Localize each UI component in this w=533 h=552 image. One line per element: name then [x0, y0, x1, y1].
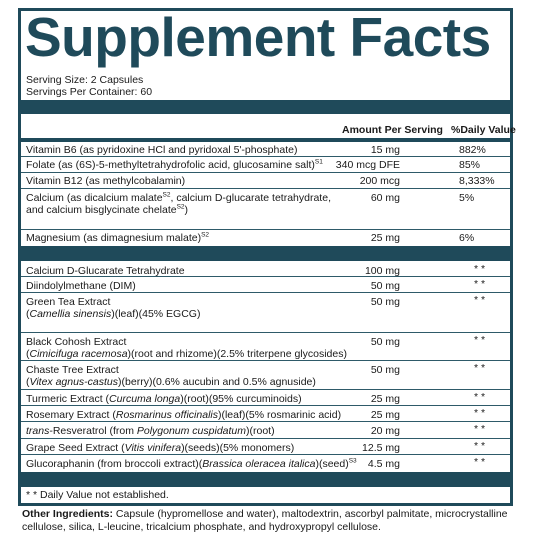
nutrient-amount: 200 mcg [359, 175, 400, 187]
ingredient-dv: * * [474, 391, 486, 403]
table-row [21, 439, 510, 455]
nutrient-name: Folate (as (6S)-5-methyltetrahydrofolic acid, glucosamine salt)$^{S1}$ [26, 158, 323, 171]
ingredient-name: Grape Seed Extract (Vitis vinifera)(seeds)(5% monomers) [26, 442, 295, 454]
ingredient-amount: 25 mg [370, 409, 400, 421]
ingredient-amount: 25 mg [370, 393, 400, 405]
ingredient-dv: * * [474, 456, 486, 468]
ingredient-dv: * * [474, 278, 486, 290]
table-row [21, 142, 510, 157]
nutrient-amount: 60 mg [370, 192, 400, 204]
ingredient-dv: * * [474, 440, 486, 452]
ingredient-name: Diindolylmethane (DIM) [26, 280, 136, 292]
nutrient-dv: 6% [459, 232, 475, 244]
nutrient-name: Magnesium (as dimagnesium malate)$^{S2}$ [26, 231, 210, 244]
table-row [21, 189, 510, 230]
nutrient-name: Calcium (as dicalcium malate$^{S2}$, calcium D-glucarate tetrahydrate, and calcium bisglycinate chelate$^{S2}$) [26, 191, 331, 216]
ingredient-amount: 50 mg [370, 336, 400, 348]
ingredient-name: Turmeric Extract (Curcuma longa)(root)(95% curcuminoids) [26, 393, 302, 405]
footnote: * * Daily Value not established. [26, 489, 169, 501]
table-row [21, 422, 510, 439]
panel-title: Supplement Facts [25, 6, 491, 68]
other-ingredients-label: Other Ingredients: [22, 508, 114, 520]
nutrient-amount: 340 mcg DFE [335, 159, 400, 171]
ingredient-name: Green Tea Extract (Camellia sinensis)(leaf)(45% EGCG) [26, 296, 201, 320]
table-row [21, 261, 510, 277]
ingredient-name: Chaste Tree Extract (Vitex agnus-castus)(berry)(0.6% aucubin and 0.5% agnuside) [26, 364, 316, 388]
ingredient-name: Rosemary Extract (Rosmarinus officinalis)(leaf)(5% rosmarinic acid) [26, 409, 342, 421]
thick-divider-top [21, 100, 510, 114]
header-amount: Amount Per Serving [342, 124, 443, 136]
ingredient-name: Glucoraphanin (from broccoli extract)(Brassica oleracea italica)(seed)$^{S3}$ [26, 457, 357, 470]
ingredient-dv: * * [474, 294, 486, 306]
nutrient-dv: 5% [459, 192, 475, 204]
ingredient-name: Black Cohosh Extract (Cimicifuga racemosa)(root and rhizome)(2.5% triterpene glycosides) [26, 336, 347, 360]
table-row [21, 390, 510, 406]
ingredient-amount: 20 mg [370, 425, 400, 437]
ingredient-amount: 50 mg [370, 296, 400, 308]
ingredient-amount: 100 mg [364, 265, 400, 277]
ingredient-dv: * * [474, 263, 486, 275]
table-row [21, 230, 510, 246]
header-daily-value: %Daily Value [451, 124, 516, 136]
nutrient-dv: 8,333% [459, 175, 495, 187]
other-ingredients [22, 508, 522, 534]
supplement-facts-panel [18, 6, 516, 506]
ingredient-amount: 50 mg [370, 280, 400, 292]
ingredient-dv: * * [474, 423, 486, 435]
nutrient-dv: 85% [459, 159, 481, 171]
table-row [21, 173, 510, 189]
ingredient-amount: 12.5 mg [362, 442, 400, 454]
nutrient-amount: 25 mg [370, 232, 400, 244]
nutrient-name: Vitamin B6 (as pyridoxine HCl and pyridoxal 5'-phosphate) [26, 144, 298, 156]
table-row [21, 277, 510, 293]
ingredient-amount: 4.5 mg [367, 458, 400, 470]
ingredient-dv: * * [474, 334, 486, 346]
nutrient-amount: 15 mg [370, 144, 400, 156]
ingredient-name: trans-Resveratrol (from Polygonum cuspidatum)(root) [26, 425, 275, 437]
serving-size: Serving Size: 2 Capsules [26, 74, 144, 86]
ingredient-name: Calcium D-Glucarate Tetrahydrate [26, 265, 185, 277]
ingredient-dv: * * [474, 362, 486, 374]
table-row [21, 333, 510, 361]
table-row [21, 361, 510, 390]
table-row [21, 406, 510, 422]
table-row [21, 157, 510, 173]
ingredient-amount: 50 mg [370, 364, 400, 376]
table-row [21, 293, 510, 333]
table-row [21, 455, 510, 472]
ingredient-dv: * * [474, 407, 486, 419]
other-ingredients-text: Capsule (hypromellose and water), maltodextrin, ascorbyl palmitate, microcrystalline cellulose, silica, L-leucine, tricalcium phosphate, and hydroxypropyl cellulose. [22, 508, 508, 533]
nutrient-dv: 882% [459, 144, 486, 156]
thick-divider-bottom [21, 472, 510, 487]
nutrient-name: Vitamin B12 (as methylcobalamin) [26, 175, 186, 187]
servings-per-container: Servings Per Container: 60 [26, 86, 153, 98]
thick-divider-middle [21, 246, 510, 261]
